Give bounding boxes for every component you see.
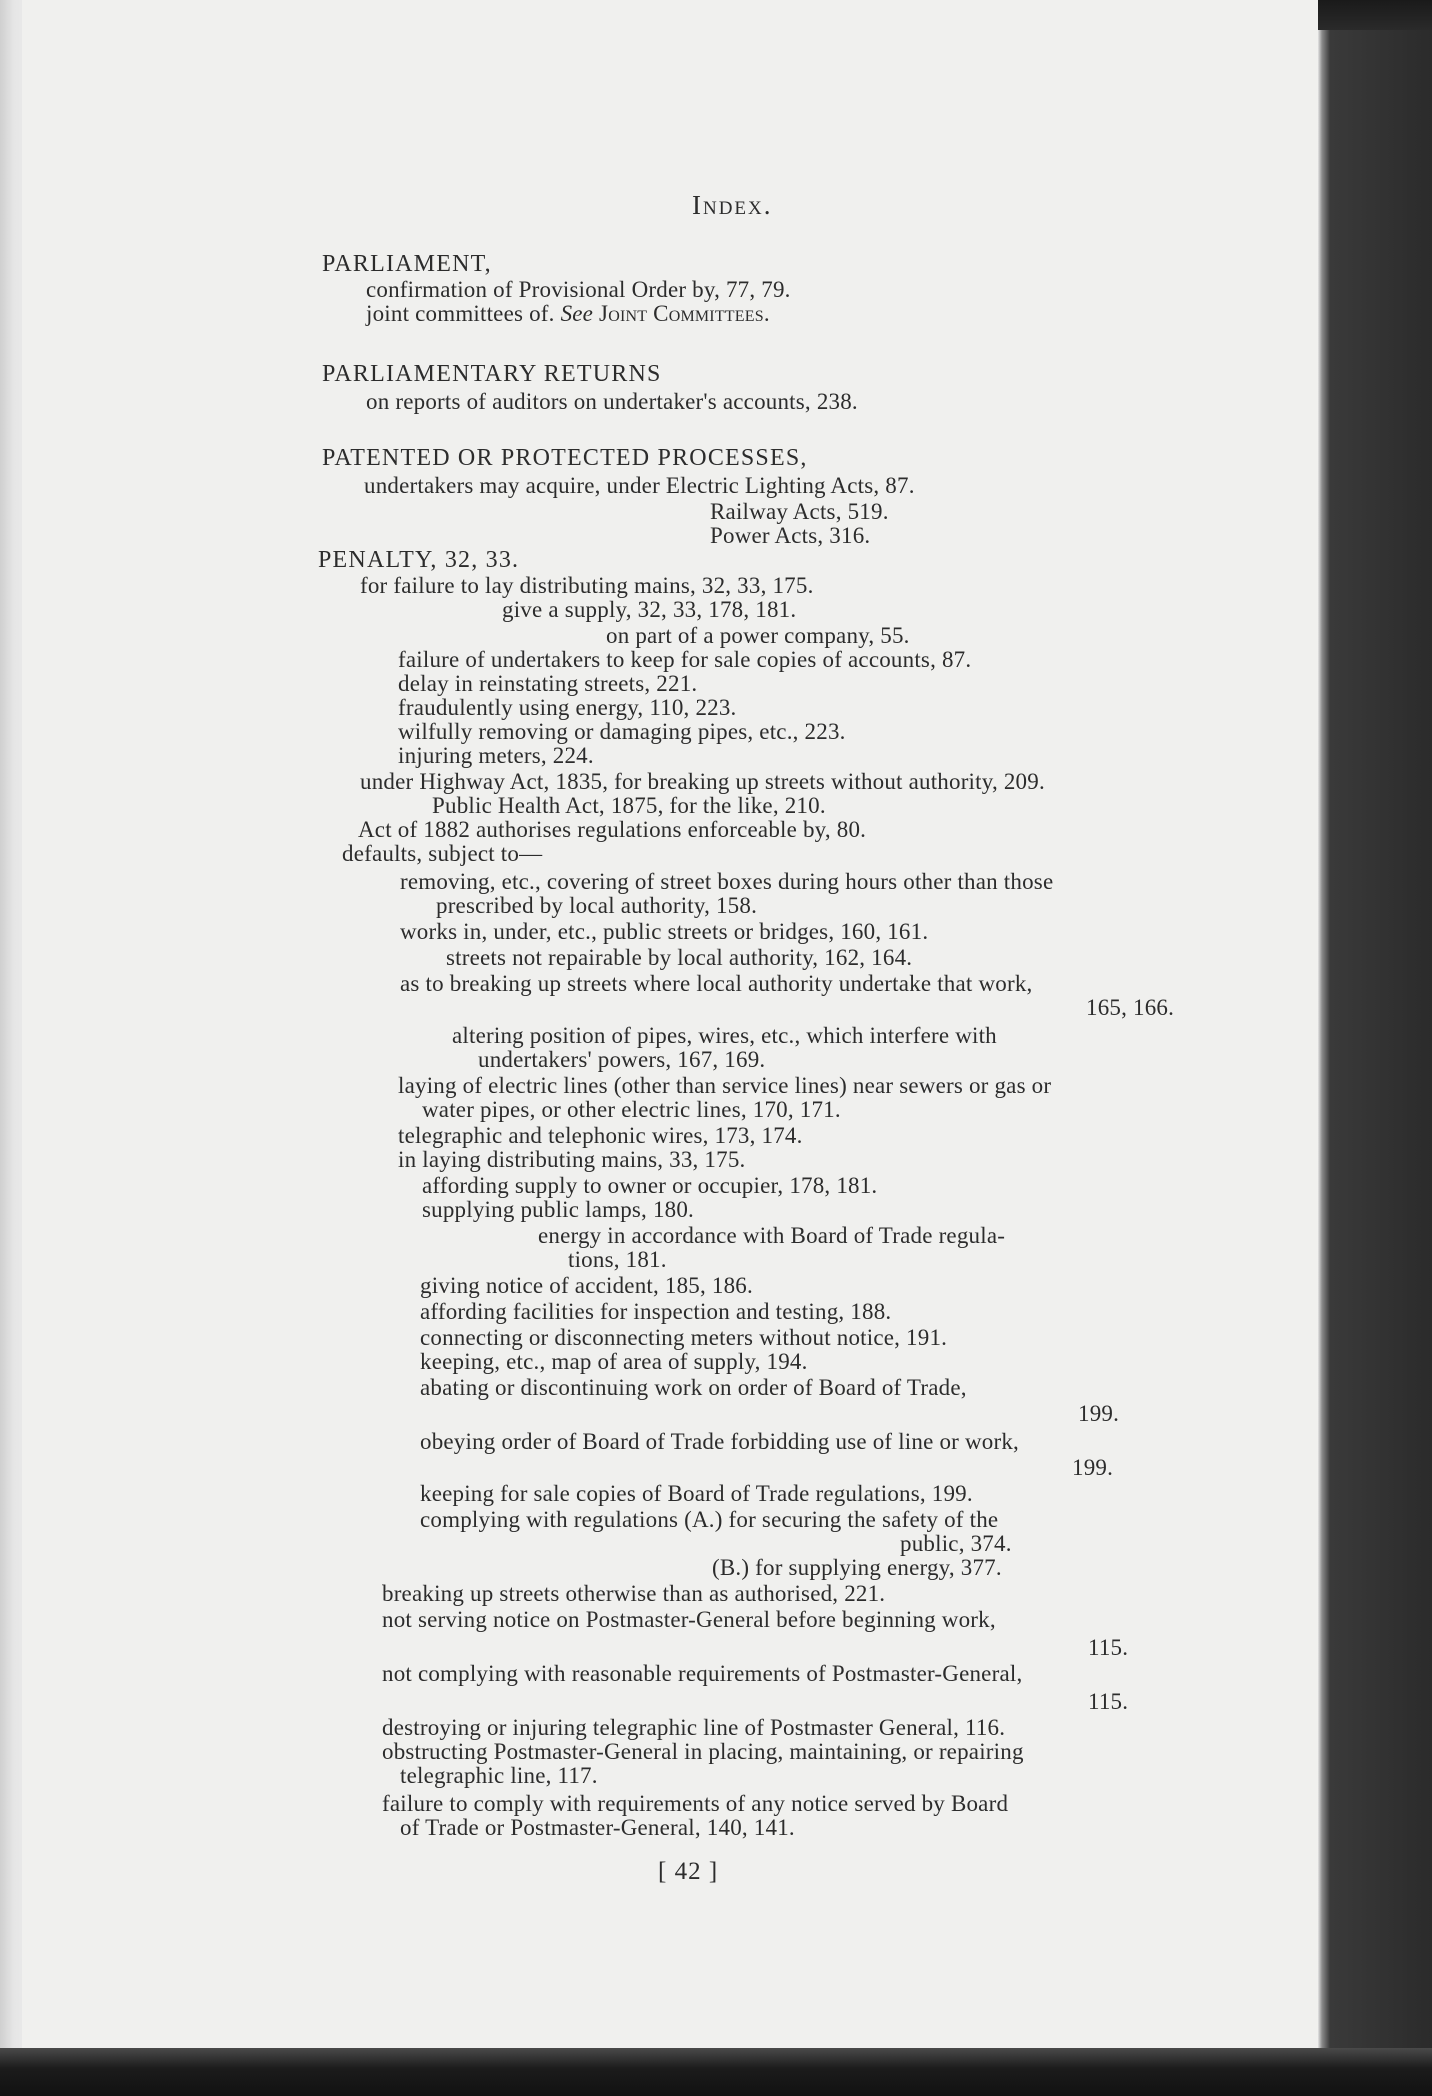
index-entry: Act of 1882 authorises regulations enforceable by, 80.	[358, 817, 867, 842]
index-entry: on reports of auditors on undertaker's accounts, 238.	[366, 389, 858, 414]
index-entry: Railway Acts, 519.	[710, 499, 889, 524]
index-entry: joint committees of. See Joint Committees.	[366, 301, 770, 326]
index-entry: not serving notice on Postmaster-General before beginning work,	[382, 1607, 996, 1632]
index-entry: altering position of pipes, wires, etc., which interfere with	[452, 1023, 997, 1048]
index-entry: 165, 166.	[1086, 995, 1175, 1020]
index-entry: telegraphic and telephonic wires, 173, 174.	[398, 1123, 803, 1148]
index-entry: 199.	[1072, 1455, 1114, 1480]
index-entry: water pipes, or other electric lines, 170, 171.	[422, 1097, 841, 1122]
index-entry: obeying order of Board of Trade forbidding use of line or work,	[420, 1429, 1019, 1454]
index-entry: abating or discontinuing work on order of Board of Trade,	[420, 1375, 967, 1400]
see-reference: See	[560, 301, 594, 326]
index-entry: injuring meters, 224.	[398, 743, 594, 768]
index-entry: telegraphic line, 117.	[400, 1763, 598, 1788]
index-entry: streets not repairable by local authority, 162, 164.	[446, 945, 913, 970]
scan-edge-shadow	[1300, 0, 1432, 30]
index-entry: works in, under, etc., public streets or bridges, 160, 161.	[400, 919, 929, 944]
page-number: [ 42 ]	[658, 1858, 719, 1885]
index-entry: Power Acts, 316.	[710, 523, 871, 548]
index-heading-parliamentary-returns: PARLIAMENTARY RETURNS	[322, 361, 662, 387]
index-entry: prescribed by local authority, 158.	[436, 893, 758, 918]
index-entry: for failure to lay distributing mains, 32, 33, 175.	[360, 573, 814, 598]
index-entry: 199.	[1078, 1401, 1120, 1426]
index-entry: under Highway Act, 1835, for breaking up streets without authority, 209.	[360, 769, 1045, 794]
index-entry: 115.	[1088, 1689, 1129, 1714]
index-entry: laying of electric lines (other than service lines) near sewers or gas or	[398, 1073, 1052, 1098]
index-entry: keeping for sale copies of Board of Trade regulations, 199.	[420, 1481, 973, 1506]
index-entry: of Trade or Postmaster-General, 140, 141.	[400, 1815, 795, 1840]
index-entry: complying with regulations (A.) for securing the safety of the	[420, 1507, 999, 1532]
index-entry: obstructing Postmaster-General in placing, maintaining, or repairing	[382, 1739, 1024, 1764]
index-entry: keeping, etc., map of area of supply, 194.	[420, 1349, 808, 1374]
index-entry: energy in accordance with Board of Trade regula-	[538, 1223, 1006, 1248]
index-heading-patented-processes: PATENTED OR PROTECTED PROCESSES,	[322, 445, 808, 471]
index-entry: Public Health Act, 1875, for the like, 210.	[432, 793, 826, 818]
index-entry: affording supply to owner or occupier, 178, 181.	[422, 1173, 878, 1198]
index-entry: affording facilities for inspection and testing, 188.	[420, 1299, 892, 1324]
index-entry: 115.	[1088, 1635, 1129, 1660]
index-entry: wilfully removing or damaging pipes, etc., 223.	[398, 719, 846, 744]
index-entry: giving notice of accident, 185, 186.	[420, 1273, 753, 1298]
running-head: Index.	[692, 190, 773, 220]
scan-bottom-edge	[0, 2048, 1432, 2096]
index-entry: fraudulently using energy, 110, 223.	[398, 695, 737, 720]
index-heading-parliament: PARLIAMENT,	[322, 251, 492, 277]
index-entry: tions, 181.	[568, 1247, 667, 1272]
index-heading-penalty: PENALTY, 32, 33.	[318, 547, 520, 573]
index-entry: defaults, subject to—	[342, 841, 543, 866]
index-entry: breaking up streets otherwise than as authorised, 221.	[382, 1581, 886, 1606]
index-entry: in laying distributing mains, 33, 175.	[398, 1147, 746, 1172]
index-entry: failure to comply with requirements of any notice served by Board	[382, 1791, 1009, 1816]
index-entry: destroying or injuring telegraphic line of Postmaster General, 116.	[382, 1715, 1006, 1740]
index-entry: public, 374.	[900, 1531, 1012, 1556]
index-entry: on part of a power company, 55.	[606, 623, 910, 648]
index-entry: supplying public lamps, 180.	[422, 1197, 695, 1222]
index-entry: not complying with reasonable requirements of Postmaster-General,	[382, 1661, 1023, 1686]
index-entry: undertakers' powers, 167, 169.	[478, 1047, 766, 1072]
index-entry: connecting or disconnecting meters without notice, 191.	[420, 1325, 948, 1350]
index-entry: delay in reinstating streets, 221.	[398, 671, 698, 696]
index-entry: failure of undertakers to keep for sale copies of accounts, 87.	[398, 647, 972, 672]
index-entry: as to breaking up streets where local authority undertake that work,	[400, 971, 1033, 996]
index-entry: removing, etc., covering of street boxes during hours other than those	[400, 869, 1054, 894]
book-page	[22, 0, 1318, 2048]
index-entry: give a supply, 32, 33, 178, 181.	[502, 597, 797, 622]
index-entry: confirmation of Provisional Order by, 77, 79.	[366, 277, 791, 302]
index-entry: (B.) for supplying energy, 377.	[712, 1555, 1002, 1580]
index-entry: undertakers may acquire, under Electric Lighting Acts, 87.	[364, 473, 915, 498]
cross-reference: Joint Committees.	[599, 301, 770, 326]
